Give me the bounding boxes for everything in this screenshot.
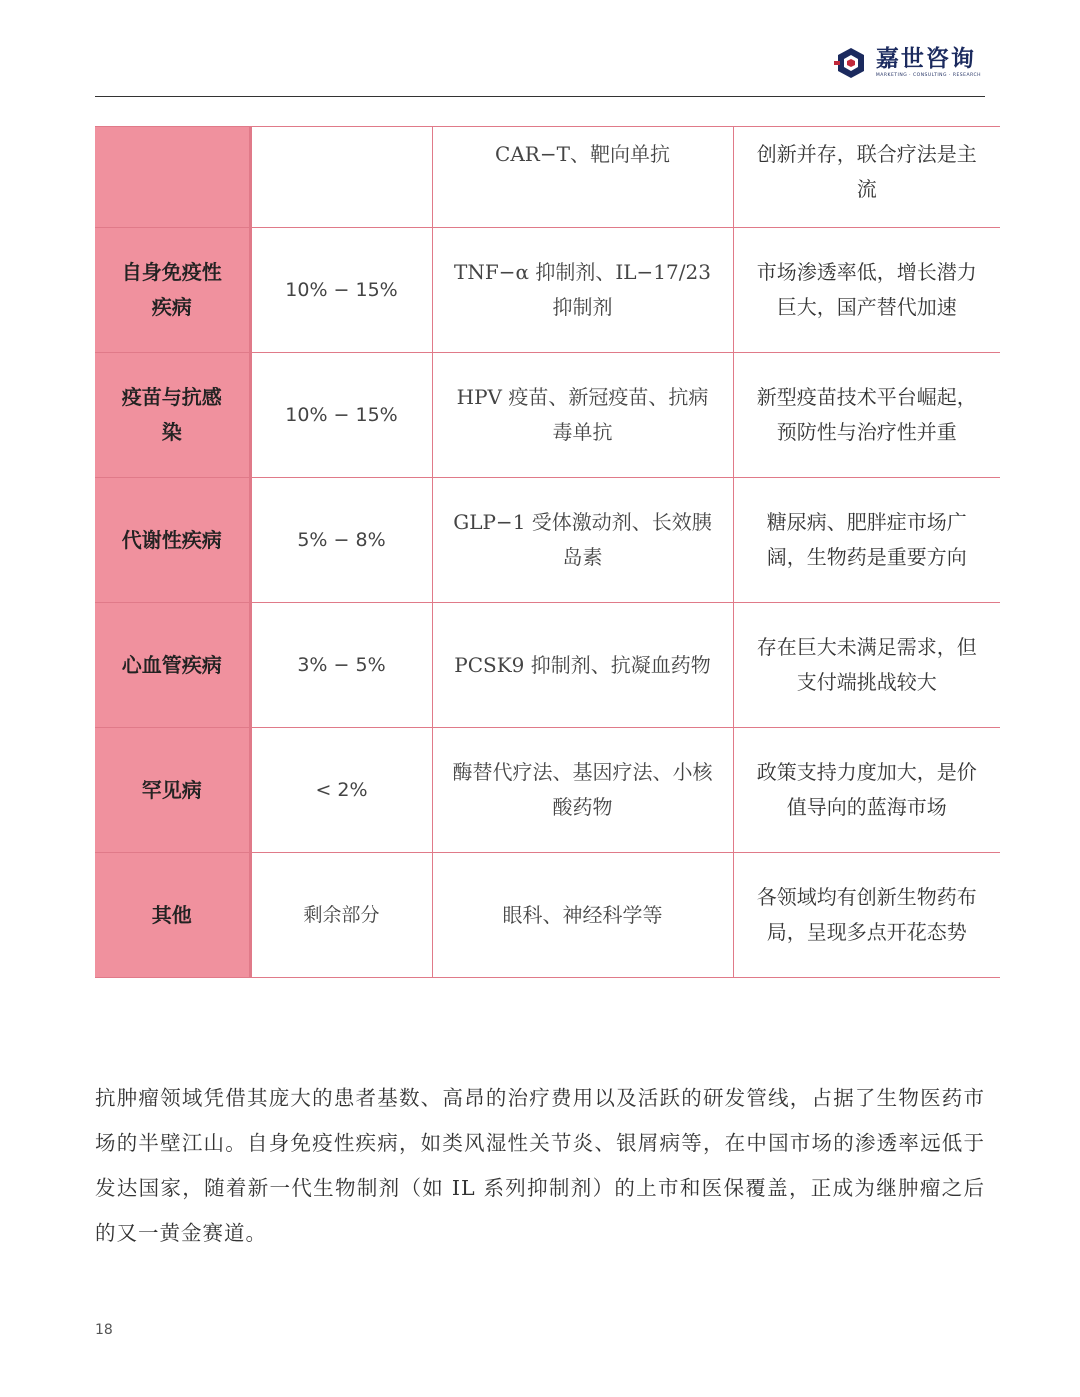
share-cell: 5% − 8% bbox=[250, 478, 432, 603]
logo-tagline: MARKETING · CONSULTING · RESEARCH bbox=[875, 73, 981, 78]
drugs-cell: 酶替代疗法、基因疗法、小核酸药物 bbox=[432, 728, 733, 853]
share-cell: < 2% bbox=[250, 728, 432, 853]
market-share-table bbox=[95, 126, 1000, 978]
trend-cell: 各领域均有创新生物药布局，呈现多点开花态势 bbox=[733, 853, 1000, 978]
table-row bbox=[95, 728, 1000, 853]
logo-mark-icon bbox=[834, 46, 868, 80]
field-cell: 代谢性疾病 bbox=[95, 478, 250, 603]
table-row bbox=[95, 127, 1000, 228]
trend-cell: 政策支持力度加大，是价值导向的蓝海市场 bbox=[733, 728, 1000, 853]
drugs-cell: TNF−α 抑制剂、IL−17/23 抑制剂 bbox=[432, 228, 733, 353]
field-cell: 罕见病 bbox=[95, 728, 250, 853]
share-cell bbox=[250, 127, 432, 228]
drugs-cell: PCSK9 抑制剂、抗凝血药物 bbox=[432, 603, 733, 728]
share-cell: 剩余部分 bbox=[250, 853, 432, 978]
field-cell: 疫苗与抗感染 bbox=[95, 353, 250, 478]
trend-cell: 存在巨大未满足需求，但支付端挑战较大 bbox=[733, 603, 1000, 728]
table-row bbox=[95, 603, 1000, 728]
page-header bbox=[95, 40, 985, 97]
drugs-cell: GLP−1 受体激动剂、长效胰岛素 bbox=[432, 478, 733, 603]
drugs-cell: 眼科、神经科学等 bbox=[432, 853, 733, 978]
body-paragraph: 抗肿瘤领域凭借其庞大的患者基数、高昂的治疗费用以及活跃的研发管线，占据了生物医药市场的半壁江山。自身免疫性疾病，如类风湿性关节炎、银屑病等，在中国市场的渗透率远低于发达国家，随着新一代生物制剂（如 IL 系列抑制剂）的上市和医保覆盖，正成为继肿瘤之后的又一黄金赛道。 bbox=[95, 1085, 985, 1245]
field-cell bbox=[95, 127, 250, 228]
share-cell: 3% − 5% bbox=[250, 603, 432, 728]
trend-cell: 糖尿病、肥胖症市场广阔，生物药是重要方向 bbox=[733, 478, 1000, 603]
table-row bbox=[95, 353, 1000, 478]
table-row bbox=[95, 853, 1000, 978]
company-logo bbox=[834, 46, 981, 80]
field-cell: 心血管疾病 bbox=[95, 603, 250, 728]
page-number: 18 bbox=[95, 1322, 113, 1338]
drugs-cell: HPV 疫苗、新冠疫苗、抗病毒单抗 bbox=[432, 353, 733, 478]
table-row bbox=[95, 228, 1000, 353]
trend-cell: 市场渗透率低，增长潜力巨大，国产替代加速 bbox=[733, 228, 1000, 353]
table-row bbox=[95, 478, 1000, 603]
share-cell: 10% − 15% bbox=[250, 353, 432, 478]
field-cell: 自身免疫性疾病 bbox=[95, 228, 250, 353]
trend-cell: 创新并存，联合疗法是主流 bbox=[733, 127, 1000, 228]
share-cell: 10% − 15% bbox=[250, 228, 432, 353]
logo-name: 嘉世咨询 bbox=[875, 46, 976, 72]
trend-cell: 新型疫苗技术平台崛起，预防性与治疗性并重 bbox=[733, 353, 1000, 478]
field-cell: 其他 bbox=[95, 853, 250, 978]
drugs-cell: CAR−T、靶向单抗 bbox=[432, 127, 733, 228]
